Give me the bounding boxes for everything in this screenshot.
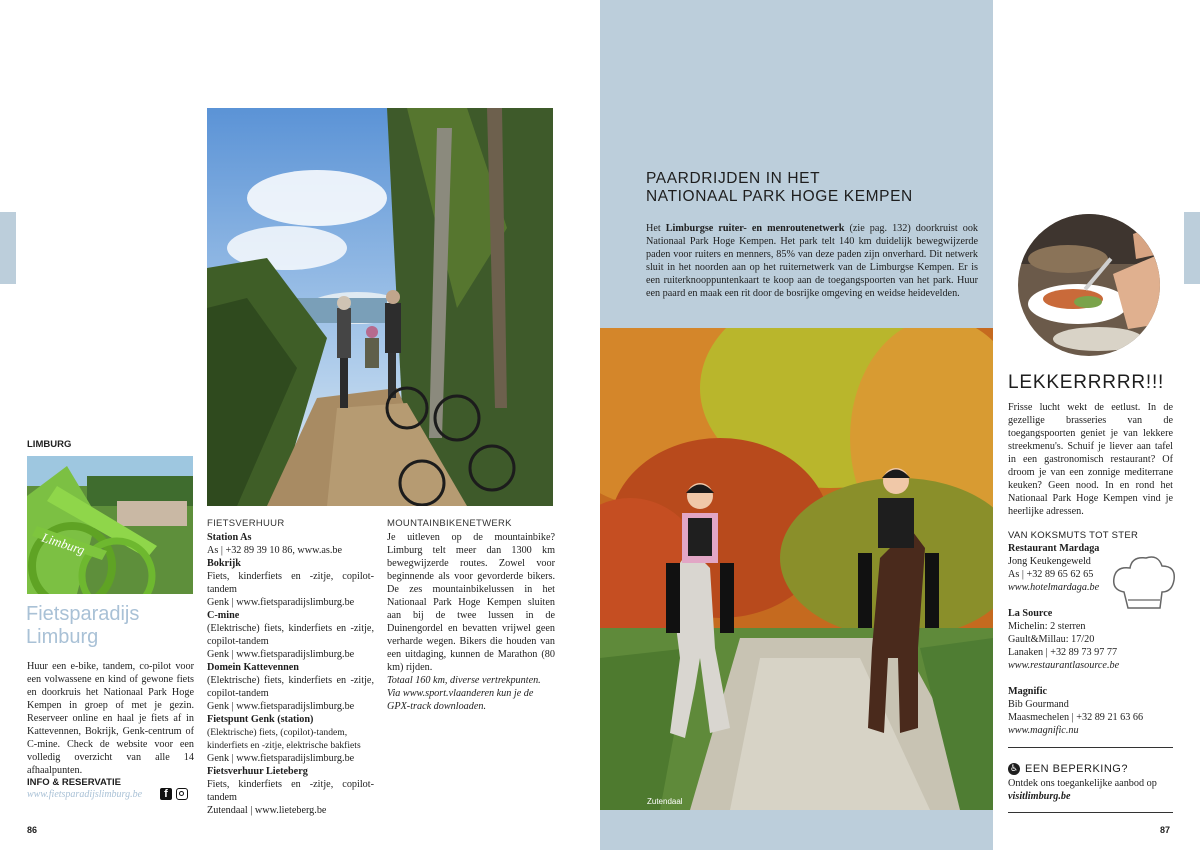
mountainbike-body: Je uitleven op de mountainbike? Limburg telt meer dan 1300 km bewegwijzerde routes. Zowel voor beginnende als voor gevorderde bikers. De zes mountainbikelussen in het Nationaal Park Hoge Kempen sluiten aan bij de twee lussen in de Duinengordel en bevatten vrijwel geen verharde wegen. Bikers die houden van een uitdaging, kunnen de Marathon (80 km) rijden. [387, 532, 555, 673]
photo-caption: Zutendaal [647, 797, 683, 806]
headline-line1: PAARDRIJDEN IN HET [646, 170, 821, 187]
rental-line: Genk | www.fietsparadijslimburg.be [207, 597, 355, 608]
fietsverhuur-column [207, 518, 374, 817]
feature-title-line1: Fietsparadijs [26, 603, 140, 625]
right-page-number: 87 [1160, 825, 1171, 835]
restaurant-line: Bib Gourmand [1008, 699, 1069, 710]
divider [1008, 812, 1173, 813]
restaurant-name: Magnific [1008, 686, 1048, 697]
rental-line: (Elektrische) fiets, kinderfiets en -zitje, copilot-tandem [207, 675, 374, 699]
info-link[interactable]: www.fietsparadijslimburg.be [27, 789, 143, 800]
right-edge-tab [1184, 212, 1200, 284]
restaurant-line: Jong Keukengeweld [1008, 556, 1091, 567]
facebook-icon[interactable]: f [160, 788, 172, 800]
mountainbike-heading: MOUNTAINBIKENETWERK [387, 518, 512, 529]
horse-riders-photo [600, 328, 993, 810]
rental-line: Fiets, kinderfiets en -zitje, copilot-tandem [207, 779, 374, 803]
forest-hikers-photo [207, 108, 553, 506]
restaurant-line: Gault&Millau: 17/20 [1008, 634, 1095, 645]
chef-hat-icon [1110, 552, 1178, 616]
rental-name: Fietsverhuur Lieteberg [207, 766, 308, 777]
lekker-title: LEKKERRRRR!!! [1008, 372, 1165, 393]
intro-rest: (zie pag. 132) doorkruist ook Nationaal Park Hoge Kempen. Het park telt 140 km duidelijk bewegwijzerde paden voor ruiters en menners, 85% van deze paden zijn onverhard. Dit netwerk sluit in het noorden aan op het ruiternetwerk van de Limburgse Kempen. Er is een ruiterknooppuntenkaart te koop aan de toegangspoorten van het park. Huur een paard en maak een rit door de bosrijke omgeving en weidse heidevelden. [646, 223, 979, 299]
access-heading: EEN BEPERKING? [1025, 763, 1128, 775]
rental-name: Domein Kattevennen [207, 662, 299, 673]
rental-line: (Elektrische) fiets, (copilot)-tandem, kinderfiets en -zitje, elektrische bakfiets [207, 727, 361, 751]
rental-line: As | +32 89 39 10 86, www.as.be [207, 545, 343, 556]
restaurant-line: Michelin: 2 sterren [1008, 621, 1086, 632]
food-platter-photo [1018, 214, 1160, 356]
rental-line: Genk | www.fietsparadijslimburg.be [207, 701, 355, 712]
restaurants-subheading: VAN KOKSMUTS TOT STER [1008, 530, 1139, 541]
feature-title-line2: Limburg [26, 626, 99, 648]
restaurant-url[interactable]: www.hotelmardaga.be [1008, 582, 1100, 593]
green-bikes-photo [27, 456, 193, 594]
divider [1008, 747, 1173, 748]
restaurant-name: Restaurant Mardaga [1008, 543, 1100, 554]
rental-name: Station As [207, 532, 252, 543]
section-label: LIMBURG [27, 439, 72, 450]
feature-title [26, 603, 139, 649]
restaurant-line: Maasmechelen | +32 89 21 63 66 [1008, 712, 1144, 723]
access-body: Ontdek ons toegankelijke aanbod op [1008, 778, 1157, 789]
rental-line: Genk | www.fietsparadijslimburg.be [207, 649, 355, 660]
mountainbike-gpx: Via www.sport.vlaanderen kun je de GPX-track downloaden. [387, 688, 534, 712]
info-heading: INFO & RESERVATIE [27, 777, 121, 788]
restaurant-url[interactable]: www.magnific.nu [1008, 725, 1079, 736]
rental-line: (Elektrische) fiets, kinderfiets en -zitje, copilot-tandem [207, 623, 374, 647]
intro-prefix: Het [646, 223, 666, 234]
access-link[interactable]: visitlimburg.be [1008, 791, 1071, 802]
rental-name: Bokrijk [207, 558, 241, 569]
instagram-icon[interactable] [176, 788, 188, 800]
rental-name: C-mine [207, 610, 240, 621]
rental-line: Genk | www.fietsparadijslimburg.be [207, 753, 355, 764]
fietsverhuur-heading: FIETSVERHUUR [207, 518, 285, 529]
horse-intro [646, 222, 978, 300]
restaurant-line: Lanaken | +32 89 73 97 77 [1008, 647, 1118, 658]
rental-line: Fiets, kinderfiets en -zitje, copilot-tandem [207, 571, 374, 595]
restaurant-name: La Source [1008, 608, 1053, 619]
rental-name: Fietspunt Genk (station) [207, 714, 314, 725]
restaurant-url[interactable]: www.restaurantlasource.be [1008, 660, 1120, 671]
mountainbike-column [387, 518, 555, 713]
left-page-number: 86 [27, 825, 38, 835]
lekker-body: Frisse lucht wekt de eetlust. In de gezellige brasseries van de toegangspoorten geniet je van lekkere streekmenu's. Schuif je liever aan tafel in een gastronomisch restaurant? Of droom je van een zonnige mediterrane keuken? Geen nood. In en rond het Nationaal Park Hoge Kempen vind je heerlijke adressen. [1008, 402, 1173, 517]
mountainbike-total: Totaal 160 km, diverse vertrekpunten. [387, 675, 541, 686]
feature-body: Huur een e-bike, tandem, co-pilot voor een volwassene en kind of gewone fiets en doorkruis het Nationaal Park Hoge Kempen in groep of met je gezin. Reserveer online en haal je fiets af in Kattevennen, Bokrijk, Genk-centrum of C-mine. Check de website voor een volledig overzicht van alle 14 afhaalpunten. [27, 661, 194, 776]
headline-line2: NATIONAAL PARK HOGE KEMPEN [646, 188, 913, 205]
wheelchair-icon: ♿ [1009, 764, 1019, 774]
restaurant-line: As | +32 89 65 62 65 [1008, 569, 1094, 580]
rental-line: Zutendaal | www.lieteberg.be [207, 805, 327, 816]
horse-headline [646, 170, 913, 206]
intro-bold: Limburgse ruiter- en menroutenetwerk [665, 223, 845, 234]
bike-brand-text: Limburg [39, 529, 87, 558]
left-edge-tab [0, 212, 16, 284]
